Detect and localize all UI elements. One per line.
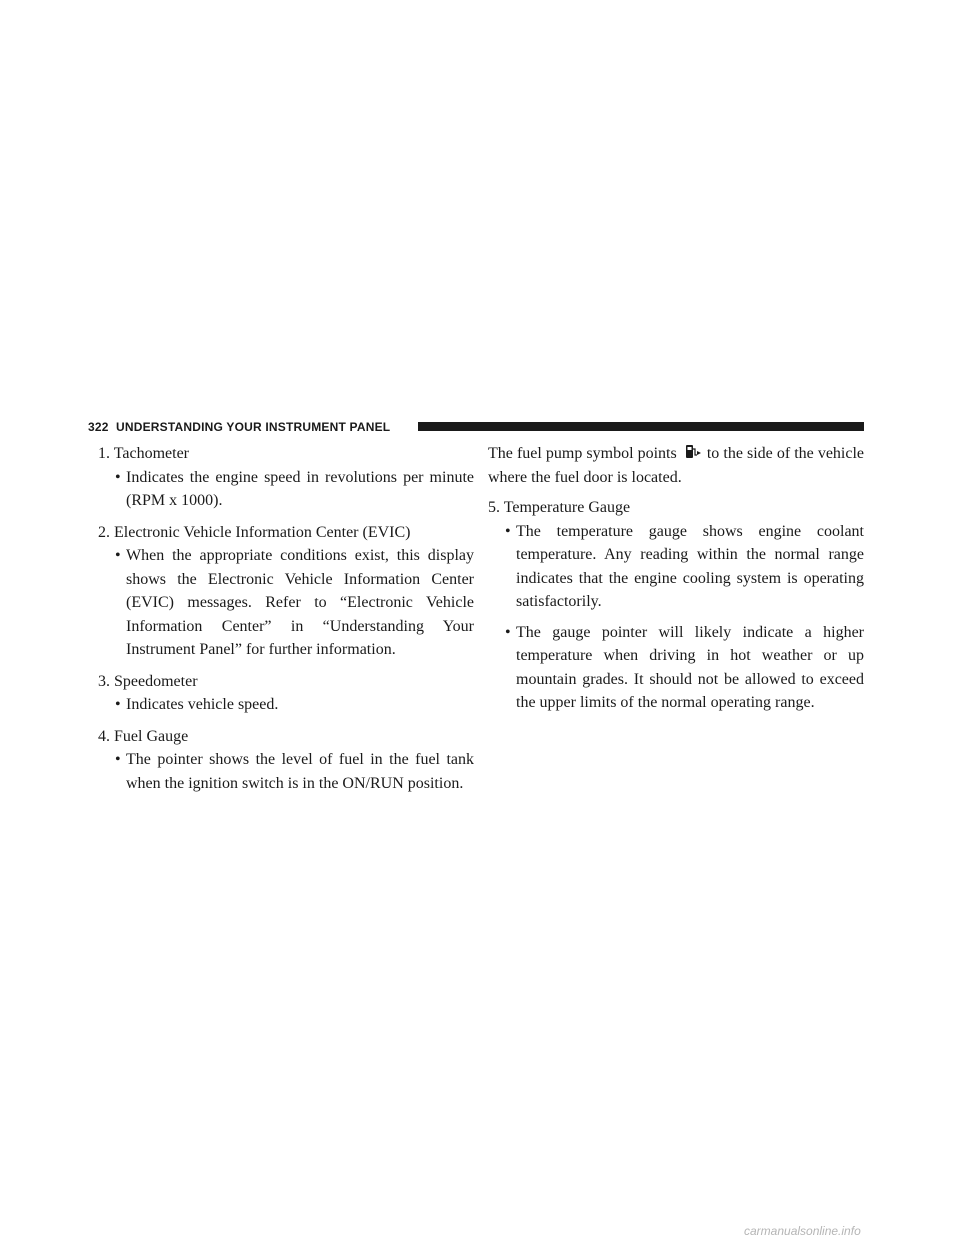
bullet-text: The pointer shows the level of fuel in the fuel tank when the ignition switch is in the ON/RUN position.: [126, 751, 474, 792]
bullet-dot: •: [115, 547, 121, 564]
page-header: [88, 419, 864, 437]
fuel-pump-arrow-icon: [685, 444, 701, 460]
item-title: 4. Fuel Gauge: [98, 727, 189, 745]
bullet-point: [98, 693, 474, 717]
header-rule: [418, 422, 864, 431]
bullet-dot: •: [505, 623, 511, 641]
list-item-evic: [98, 521, 474, 662]
bullet-dot: •: [505, 522, 511, 540]
bullet-text: The gauge pointer will likely indicate a higher temperature when driving in hot weather or up mountain grades. It should not be allowed to exceed the upper limits of the normal operating range.: [516, 623, 864, 711]
bullet-text: The temperature gauge shows engine coolant temperature. Any reading within the normal range indicates that the engine cooling system is operating satisfactorily.: [516, 522, 864, 610]
bullet-point: [98, 466, 474, 513]
item-title: 5. Temperature Gauge: [488, 499, 631, 516]
fuel-pump-paragraph: [488, 442, 864, 489]
list-item-speedometer: [98, 670, 474, 717]
bullet-dot: •: [115, 751, 121, 768]
item-title: 1. Tachometer: [98, 445, 189, 462]
bullet-dot: •: [115, 468, 121, 486]
bullet-text: Indicates vehicle speed.: [126, 696, 279, 713]
bullet-point: [98, 544, 474, 662]
bullet-point: [488, 520, 864, 614]
watermark: carmanualsonline.info: [744, 1224, 861, 1238]
right-column: [488, 442, 864, 723]
page-number: 322: [88, 420, 109, 434]
bullet-dot: •: [115, 696, 121, 713]
list-item-temperature-gauge: [488, 496, 864, 715]
bullet-point: [488, 621, 864, 715]
item-title: 3. Speedometer: [98, 672, 198, 690]
item-title: 2. Electronic Vehicle Information Center (EVIC): [98, 523, 411, 541]
bullet-text: When the appropriate conditions exist, this display shows the Electronic Vehicle Information Center (EVIC) messages. Refer to “Electronic Vehicle Information Center” in “Understanding Your Instrument Panel” for further information.: [126, 547, 474, 658]
paragraph-text-end: to the side of the vehicle where the fuel door is located.: [488, 445, 865, 486]
list-item-fuel-gauge: [98, 725, 474, 796]
section-title: UNDERSTANDING YOUR INSTRUMENT PANEL: [116, 420, 391, 434]
bullet-point: [98, 748, 474, 795]
paragraph-text-start: The fuel pump symbol points: [488, 445, 677, 462]
list-item-tachometer: [98, 442, 474, 513]
left-column: [98, 442, 474, 803]
bullet-text: Indicates the engine speed in revolutions per minute (RPM x 1000).: [126, 468, 474, 509]
